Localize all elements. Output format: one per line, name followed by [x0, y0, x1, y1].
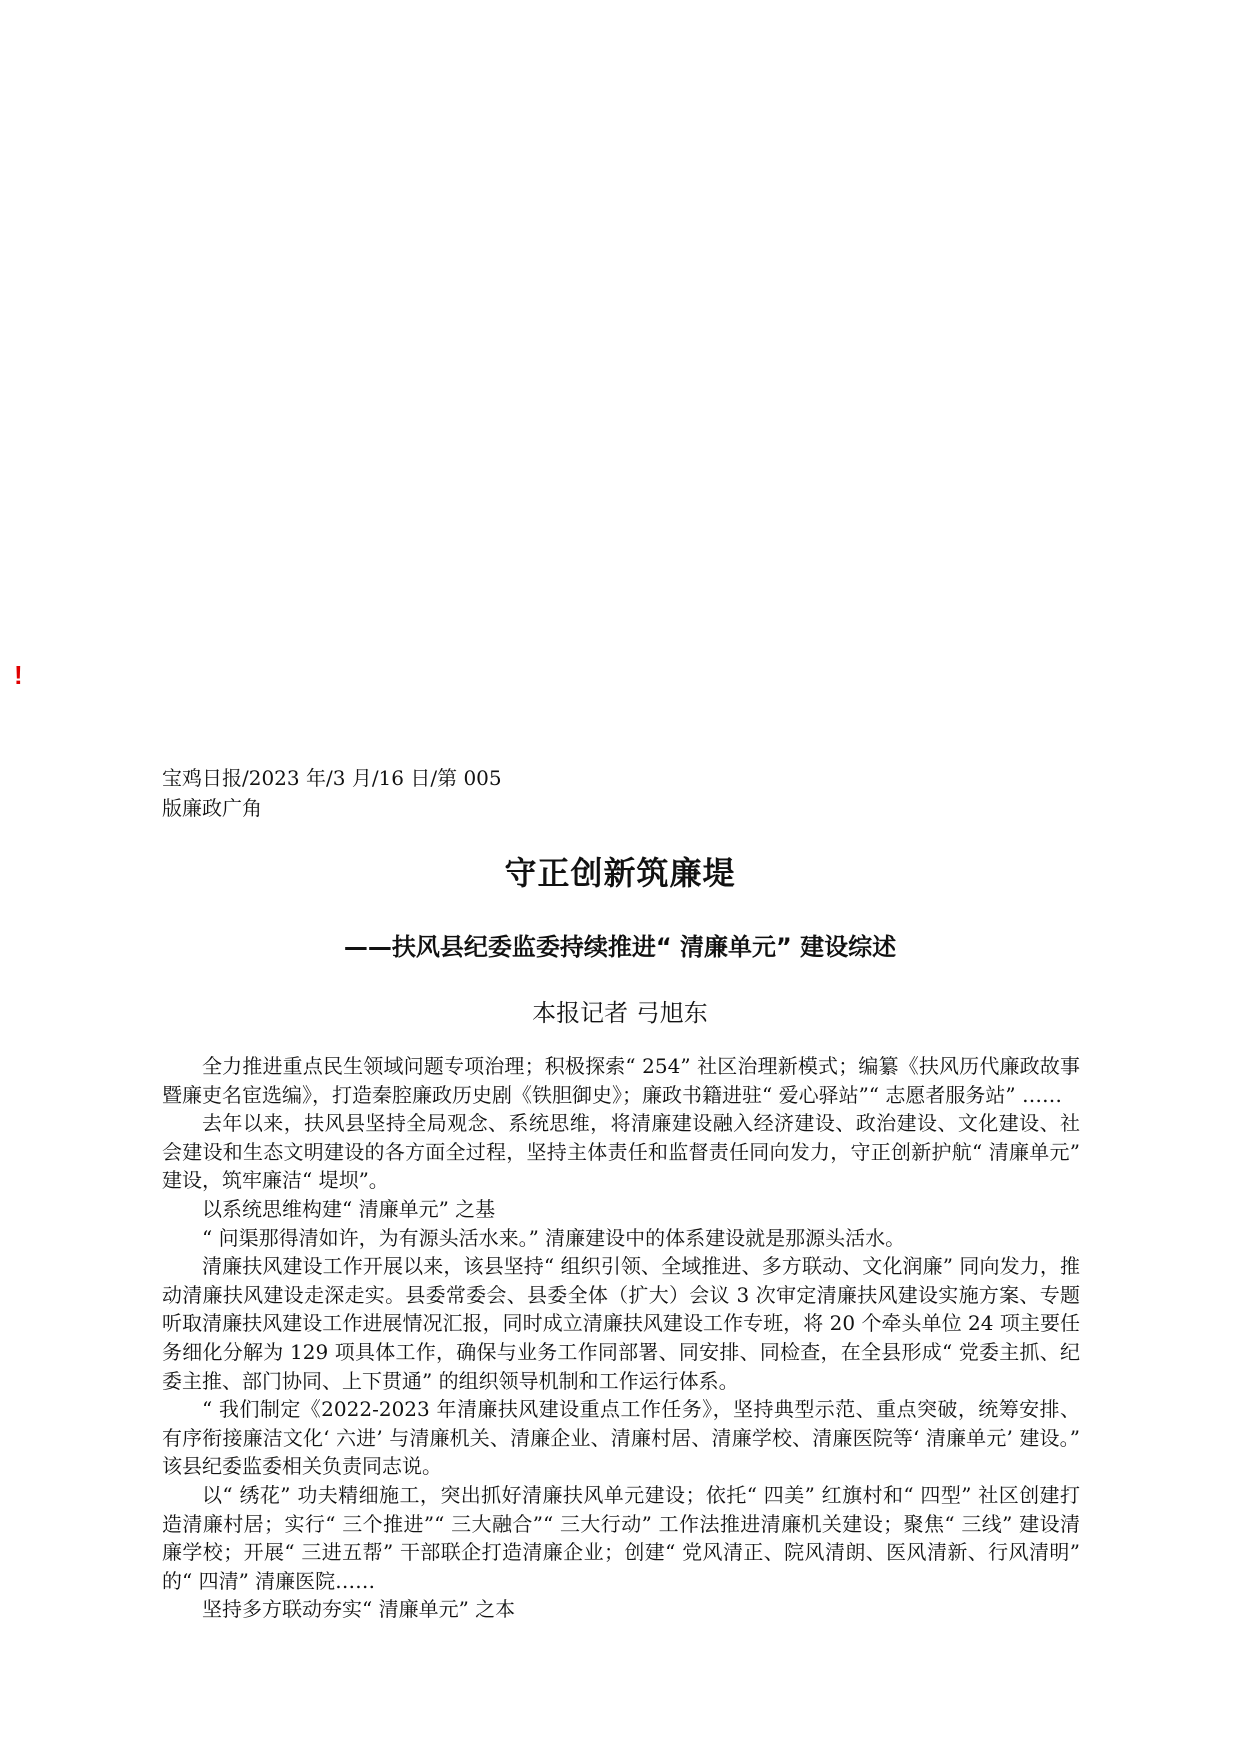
article-body	[162, 1052, 1080, 1624]
section-heading: 坚持多方联动夯实“ 清廉单元” 之本	[202, 1597, 516, 1622]
section-heading: 以系统思维构建“ 清廉单元” 之基	[202, 1196, 496, 1221]
paragraph: “ 问渠那得清如许，为有源头活水来。” 清廉建设中的体系建设就是那源头活水。	[202, 1225, 906, 1250]
paragraph: 去年以来，扶风县坚持全局观念、系统思维，将清廉建设融入经济建设、政治建设、文化建设、社会建设和生态文明建设的各方面全过程，坚持主体责任和监督责任同向发力，守正创新护航“ 清廉单元” 建设，筑牢廉洁“ 堤坝”。	[162, 1111, 1080, 1193]
paragraph: “ 我们制定《2022-2023 年清廉扶风建设重点工作任务》，坚持典型示范、重点突破，统筹安排、有序衔接廉洁文化‘ 六进’ 与清廉机关、清廉企业、清廉村居、清廉学校、清廉医院等‘ 清廉单元’ 建设。” 该县纪委监委相关负责同志说。	[162, 1397, 1080, 1479]
paragraph: 以“ 绣花” 功夫精细施工，突出抓好清廉扶风单元建设；依托“ 四美” 红旗村和“ 四型” 社区创建打造清廉村居；实行“ 三个推进”“ 三大融合”“ 三大行动” 工作法推进清廉机关建设；聚焦“ 三线” 建设清廉学校；开展“ 三进五帮” 干部联企打造清廉企业；创建“ 党风清正、院风清朗、医风清新、行风清明” 的“ 四清” 清廉医院……	[162, 1482, 1080, 1593]
source-info	[162, 763, 762, 823]
article-subtitle: ——扶风县纪委监委持续推进“ 清廉单元” 建设综述	[343, 933, 897, 961]
source-line-1: 宝鸡日报/2023 年/3 月/16 日/第 005	[162, 766, 502, 790]
article-byline: 本报记者 弓旭东	[532, 999, 708, 1027]
paragraph: 清廉扶风建设工作开展以来，该县坚持“ 组织引领、全域推进、多方联动、文化润廉” 同向发力，推动清廉扶风建设走深走实。县委常委会、县委全体（扩大）会议 3 次审定清廉扶风建设实施方案、专题听取清廉扶风建设工作进展情况汇报，同时成立清廉扶风建设工作专班，将 20 个牵头单位 24 项主要任务细化分解为 129 项具体工作，确保与业务工作同部署、同安排、同检查，在全县形成“ 党委主抓、纪委主推、部门协同、上下贯通” 的组织领导机制和工作运行体系。	[162, 1254, 1080, 1393]
paragraph: 全力推进重点民生领域问题专项治理；积极探索“ 254” 社区治理新模式；编纂《扶风历代廉政故事暨廉吏名宦选编》，打造秦腔廉政历史剧《铁胆御史》；廉政书籍进驻“ 爱心驿站”“ 志愿者服务站” ……	[162, 1054, 1080, 1107]
source-line-2: 版廉政广角	[162, 796, 262, 820]
red-exclamation-mark: !	[14, 660, 23, 690]
article-title: 守正创新筑廉堤	[504, 854, 736, 892]
